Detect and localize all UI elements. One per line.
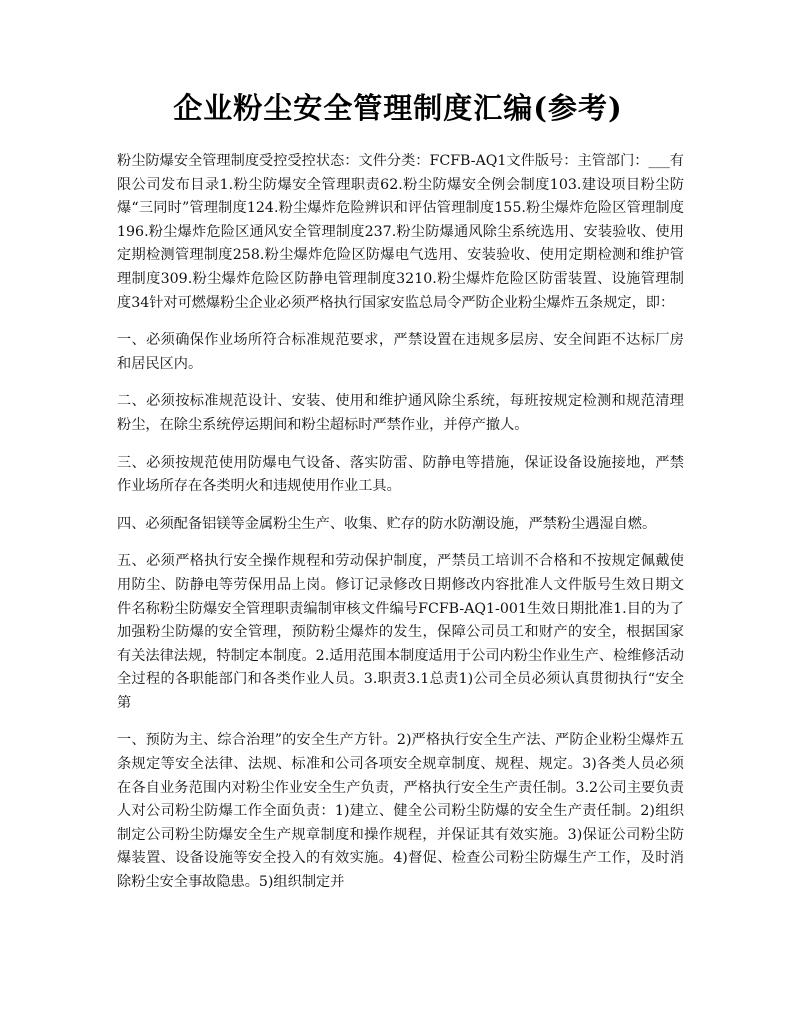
- paragraph-rule-5: 五、必须严格执行安全操作规程和劳动保护制度，严禁员工培训不合格和不按规定佩戴使用防尘、防静电等劳保用品上岗。修订记录修改日期修改内容批准人文件版号生效日期文件名称粉尘防爆安全管理职责编制审核文件编号FCFB-AQ1-001生效日期批准1.目的为了加强粉尘防爆的安全管理，预防粉尘爆炸的发生，保障公司员工和财产的安全，根据国家有关法律法规，特制定本制度。2.适用范围本制度适用于公司内粉尘作业生产、检维修活动全过程的各职能部门和各类作业人员。3.职责3.1总责1)公司全员必须认真贯彻执行“安全第: [117, 553, 684, 711]
- paragraph-intro: 粉尘防爆安全管理制度受控受控状态：文件分类：FCFB-AQ1文件版号：主管部门：___有限公司发布目录1.粉尘防爆安全管理职责62.粉尘防爆安全例会制度103.建设项目粉尘防爆“三同时”管理制度124.粉尘爆炸危险辨识和评估管理制度155.粉尘爆炸危险区管理制度196.粉尘爆炸危险区通风安全管理制度237.粉尘防爆通风除尘系统选用、安装验收、使用定期检测管理制度258.粉尘爆炸危险区防爆电气选用、安装验收、使用定期检测和维护管理制度309.粉尘爆炸危险区防静电管理制度3210.粉尘爆炸危险区防雷装置、设施管理制度34针对可燃爆粉尘企业必须严格执行国家安监总局令严防企业粉尘爆炸五条规定，即：: [117, 153, 684, 311]
- paragraph-rule-2: 二、必须按标准规范设计、安装、使用和维护通风除尘系统，每班按规定检测和规范清理粉尘，在除尘系统停运期间和粉尘超标时严禁作业，并停产撤人。: [117, 393, 684, 433]
- paragraph-rule-4: 四、必须配备铝镁等金属粉尘生产、收集、贮存的防水防潮设施，严禁粉尘遇湿自燃。: [117, 515, 657, 532]
- paragraph-rule-1: 一、必须确保作业场所符合标准规范要求，严禁设置在违规多层房、安全间距不达标厂房和居民区内。: [117, 332, 684, 372]
- document-body: [117, 150, 684, 909]
- paragraph-rule-3: 三、必须按规范使用防爆电气设备、落实防雷、防静电等措施，保证设备设施接地，严禁作业场所存在各类明火和违规使用作业工具。: [117, 454, 684, 495]
- paragraph-policy: 一、预防为主、综合治理”的安全生产方针。2)严格执行安全生产法、严防企业粉尘爆炸五条规定等安全法律、法规、标准和公司各项安全规章制度、规程、规定。3)各类人员必须在各自业务范围内对粉尘作业安全生产负责，严格执行安全生产责任制。3.2公司主要负责人对公司粉尘防爆工作全面负责：1)建立、健全公司粉尘防爆的安全生产责任制。2)组织制定公司粉尘防爆安全生产规章制度和操作规程，并保证其有效实施。3)保证公司粉尘防爆装置、设备设施等安全投入的有效实施。4)督促、检查公司粉尘防爆生产工作，及时消除粉尘安全事故隐患。5)组织制定并: [117, 732, 684, 891]
- document-title: 企业粉尘安全管理制度汇编(参考): [173, 91, 623, 125]
